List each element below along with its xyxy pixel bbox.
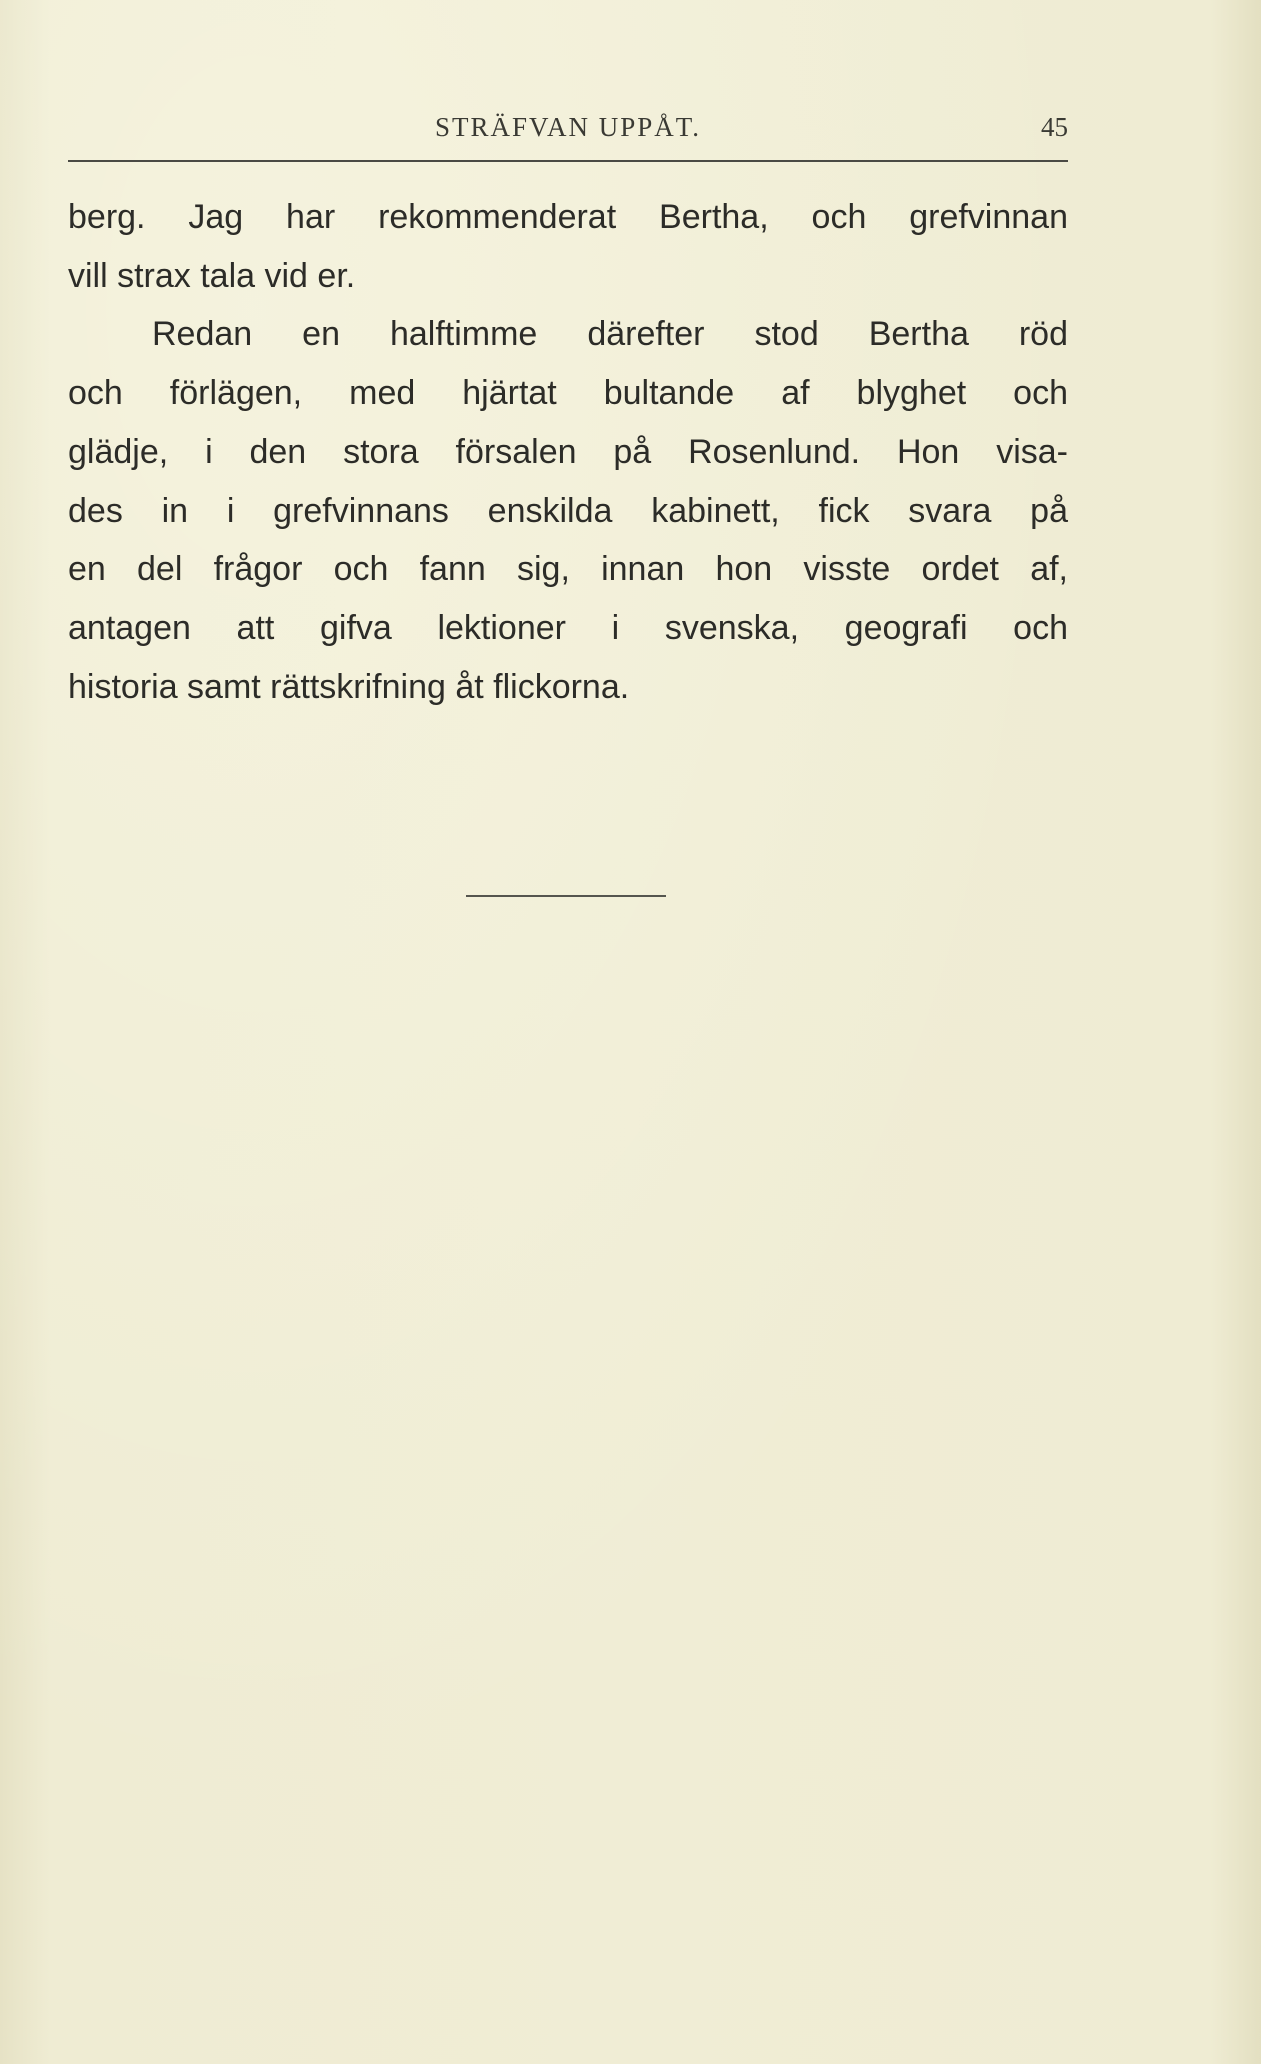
text-line: Redan en halftimme därefter stod Bertha röd bbox=[152, 315, 1068, 354]
text-line: des in i grefvinnans enskilda kabinett, fick svara på bbox=[68, 491, 1068, 530]
section-end-rule bbox=[466, 895, 666, 897]
header-rule bbox=[68, 160, 1068, 162]
text-line: vill strax tala vid er. bbox=[68, 256, 356, 295]
text-line: en del frågor och fann sig, innan hon visste ordet af, bbox=[68, 550, 1068, 589]
running-head bbox=[68, 112, 1068, 152]
text-line: historia samt rättskrifning åt flickorna. bbox=[68, 667, 630, 706]
text-line: och förlägen, med hjärtat bultande af blyghet och bbox=[68, 374, 1068, 413]
text-line: glädje, i den stora försalen på Rosenlund. Hon visa- bbox=[68, 432, 1068, 471]
text-line: antagen att gifva lektioner i svenska, geografi och bbox=[68, 608, 1068, 647]
text-line: berg. Jag har rekommenderat Bertha, och grefvinnan bbox=[68, 198, 1068, 236]
page-number: 45 bbox=[1041, 112, 1068, 142]
body-text bbox=[68, 188, 1068, 716]
running-head-title: STRÄFVAN UPPÅT. bbox=[434, 112, 702, 142]
